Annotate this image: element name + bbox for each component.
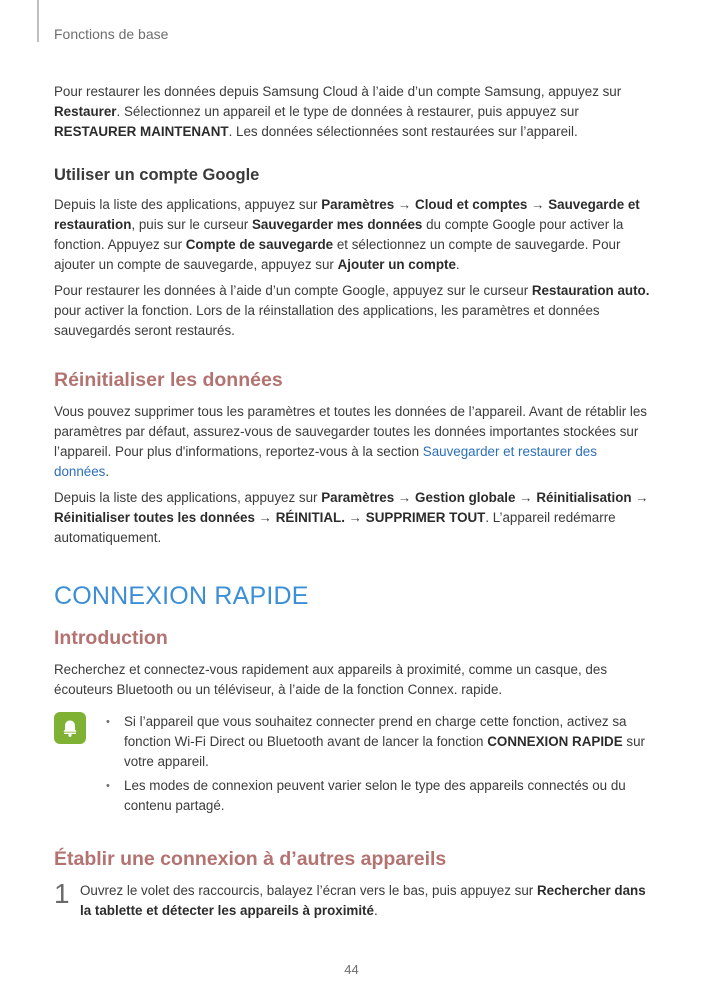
backup-restore-link[interactable]: Sauvegarder et restaurer des données: [54, 444, 597, 479]
chapter-title: Fonctions de base: [54, 26, 169, 42]
intro-paragraph: Recherchez et connectez-vous rapidement aux appareils à proximité, comme un casque, des écouteurs Bluetooth ou un téléviseur, à l’aide de la fonction Connex. rapide.: [54, 662, 608, 697]
note-item: • Les modes de connexion peuvent varier selon le type des appareils connectés ou du contenu partagé.: [106, 776, 654, 816]
step-1: [54, 878, 654, 921]
note-item: • Si l’appareil que vous souhaitez connecter prend en charge cette fonction, activez sa fonction Wi-Fi Direct ou Bluetooth avant de lancer la fonction CONNEXION RAPIDE sur votre appareil.: [106, 712, 654, 772]
page-content: [54, 82, 654, 921]
google-paragraph-1: Depuis la liste des applications, appuyez sur Paramètres → Cloud et comptes → Sauvegarde et restauration, puis sur le curseur Sauvegarder mes données du compte Google pour activer la fonction. Appuyez sur Compte de sauvegarde et sélectionnez un compte de sauvegarde. Pour ajouter un compte de sauvegarde, appuyez sur Ajouter un compte.: [54, 197, 640, 272]
note-box: [54, 712, 654, 820]
step-number: 1: [54, 878, 70, 909]
bell-icon: [54, 712, 86, 744]
step-text: Ouvrez le volet des raccourcis, balayez l’écran vers le bas, puis appuyez sur Rechercher dans la tablette et détecter les appareils à proximité.: [80, 883, 646, 918]
google-paragraph-2: Pour restaurer les données à l’aide d’un compte Google, appuyez sur le curseur Restauration auto. pour activer la fonction. Lors de la réinstallation des applications, les paramètres et données sauvegardés seront restaurés.: [54, 283, 650, 338]
reset-paragraph-2: Depuis la liste des applications, appuyez sur Paramètres → Gestion globale → Réinitialisation → Réinitialiser toutes les données → RÉINITIAL. → SUPPRIMER TOUT. L’appareil redémarre automatiquement.: [54, 490, 649, 545]
header-divider: [37, 0, 39, 42]
reset-paragraph-1: Vous pouvez supprimer tous les paramètres et toutes les données de l’appareil. Avant de rétablir les paramètres par défaut, assurez-vous de sauvegarder toutes les données importantes stockées sur l’appareil. Pour plus d'informations, reportez-vous à la section Sauvegarder et restaurer des données.: [54, 404, 648, 479]
section-title: CONNEXION RAPIDE: [54, 582, 309, 610]
google-heading: Utiliser un compte Google: [54, 166, 260, 184]
page-number: 44: [344, 962, 359, 977]
note-list: [106, 712, 654, 820]
intro-heading: Introduction: [54, 627, 168, 649]
reset-heading: Réinitialiser les données: [54, 369, 283, 391]
restore-paragraph: Pour restaurer les données depuis Samsung Cloud à l’aide d’un compte Samsung, appuyez sur Restaurer. Sélectionnez un appareil et le type de données à restaurer, puis appuyez sur RESTAURER MAINTENANT. Les données sélectionnées sont restaurées sur l’appareil.: [54, 84, 622, 139]
connect-heading: Établir une connexion à d’autres appareils: [54, 848, 447, 870]
